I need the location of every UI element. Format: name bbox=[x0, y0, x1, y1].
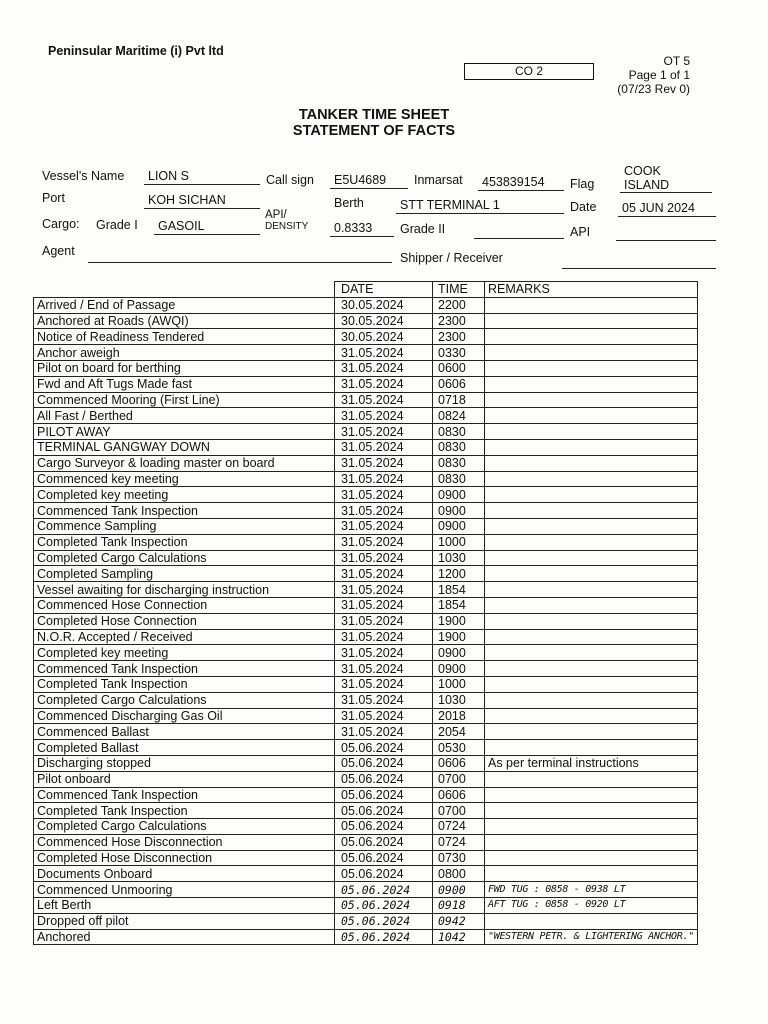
row-date: 05.06.2024 bbox=[335, 740, 433, 756]
row-remarks bbox=[485, 613, 698, 629]
date: 05 JUN 2024 bbox=[618, 201, 716, 217]
api-density-label bbox=[265, 210, 308, 232]
row-date: 31.05.2024 bbox=[335, 550, 433, 566]
row-time: 0606 bbox=[433, 376, 485, 392]
row-remarks bbox=[485, 345, 698, 361]
row-time: 0918 bbox=[433, 898, 485, 914]
row-time: 0724 bbox=[433, 834, 485, 850]
table-row bbox=[34, 582, 698, 598]
density: 0.8333 bbox=[330, 221, 394, 237]
row-event: Commenced Tank Inspection bbox=[34, 787, 335, 803]
row-date: 31.05.2024 bbox=[335, 534, 433, 550]
table-row bbox=[34, 882, 698, 898]
row-remarks bbox=[485, 518, 698, 534]
row-remarks bbox=[485, 850, 698, 866]
row-event: Cargo Surveyor & loading master on board bbox=[34, 455, 335, 471]
table-row bbox=[34, 534, 698, 550]
row-remarks bbox=[485, 819, 698, 835]
row-date: 31.05.2024 bbox=[335, 424, 433, 440]
table-row bbox=[34, 866, 698, 882]
row-remarks bbox=[485, 566, 698, 582]
header-event bbox=[34, 282, 335, 298]
row-date: 30.05.2024 bbox=[335, 297, 433, 313]
row-time: 0330 bbox=[433, 345, 485, 361]
table-row bbox=[34, 913, 698, 929]
row-event: Commenced Tank Inspection bbox=[34, 503, 335, 519]
row-event: Commence Sampling bbox=[34, 518, 335, 534]
api-label-top: API/ bbox=[265, 209, 287, 221]
row-remarks bbox=[485, 834, 698, 850]
row-event: Left Berth bbox=[34, 898, 335, 914]
row-remarks bbox=[485, 740, 698, 756]
header-time: TIME bbox=[433, 282, 485, 298]
row-event: Discharging stopped bbox=[34, 755, 335, 771]
table-row bbox=[34, 566, 698, 582]
table-row bbox=[34, 408, 698, 424]
table-row bbox=[34, 503, 698, 519]
row-event: Completed Sampling bbox=[34, 566, 335, 582]
table-row bbox=[34, 787, 698, 803]
row-remarks bbox=[485, 866, 698, 882]
row-date: 05.06.2024 bbox=[335, 803, 433, 819]
table-row bbox=[34, 771, 698, 787]
table-row bbox=[34, 455, 698, 471]
row-event: Pilot onboard bbox=[34, 771, 335, 787]
row-date: 31.05.2024 bbox=[335, 518, 433, 534]
row-remarks bbox=[485, 913, 698, 929]
table-row bbox=[34, 803, 698, 819]
row-time: 1854 bbox=[433, 597, 485, 613]
code-box: CO 2 bbox=[464, 63, 594, 80]
row-time: 0830 bbox=[433, 424, 485, 440]
row-date: 31.05.2024 bbox=[335, 676, 433, 692]
row-time: 0606 bbox=[433, 787, 485, 803]
row-event: Vessel awaiting for discharging instruction bbox=[34, 582, 335, 598]
row-remarks: As per terminal instructions bbox=[485, 755, 698, 771]
inmarsat: 453839154 bbox=[478, 175, 564, 191]
row-date: 05.06.2024 bbox=[335, 819, 433, 835]
row-date: 31.05.2024 bbox=[335, 582, 433, 598]
row-time: 1900 bbox=[433, 613, 485, 629]
row-event: Commenced key meeting bbox=[34, 471, 335, 487]
row-time: 0824 bbox=[433, 408, 485, 424]
row-event: Commenced Discharging Gas Oil bbox=[34, 708, 335, 724]
row-date: 31.05.2024 bbox=[335, 345, 433, 361]
title-line-2: STATEMENT OF FACTS bbox=[292, 123, 456, 139]
row-time: 1900 bbox=[433, 629, 485, 645]
row-time: 0700 bbox=[433, 803, 485, 819]
row-time: 1200 bbox=[433, 566, 485, 582]
row-remarks bbox=[485, 803, 698, 819]
berth-label: Berth bbox=[334, 196, 364, 210]
form-info bbox=[617, 54, 690, 96]
table-row bbox=[34, 487, 698, 503]
table-row bbox=[34, 392, 698, 408]
row-date: 05.06.2024 bbox=[335, 913, 433, 929]
agent-label: Agent bbox=[42, 244, 75, 258]
row-remarks bbox=[485, 661, 698, 677]
row-date: 31.05.2024 bbox=[335, 471, 433, 487]
row-time: 2300 bbox=[433, 329, 485, 345]
row-event: Fwd and Aft Tugs Made fast bbox=[34, 376, 335, 392]
table-row bbox=[34, 550, 698, 566]
row-remarks bbox=[485, 724, 698, 740]
table-row bbox=[34, 676, 698, 692]
row-date: 05.06.2024 bbox=[335, 866, 433, 882]
row-event: Commenced Hose Connection bbox=[34, 597, 335, 613]
table-header bbox=[34, 282, 698, 298]
revision: (07/23 Rev 0) bbox=[617, 82, 690, 96]
row-remarks bbox=[485, 503, 698, 519]
callsign-label: Call sign bbox=[266, 173, 314, 187]
row-date: 31.05.2024 bbox=[335, 392, 433, 408]
table-row bbox=[34, 360, 698, 376]
row-remarks bbox=[485, 313, 698, 329]
table-row bbox=[34, 929, 698, 945]
row-remarks: "WESTERN PETR. & LIGHTERING ANCHOR." bbox=[485, 929, 698, 945]
row-remarks bbox=[485, 297, 698, 313]
row-date: 05.06.2024 bbox=[335, 850, 433, 866]
row-remarks bbox=[485, 645, 698, 661]
row-time: 1042 bbox=[433, 929, 485, 945]
row-date: 05.06.2024 bbox=[335, 771, 433, 787]
row-remarks bbox=[485, 771, 698, 787]
row-remarks bbox=[485, 629, 698, 645]
api-label: API bbox=[570, 225, 591, 239]
row-date: 31.05.2024 bbox=[335, 661, 433, 677]
row-date: 05.06.2024 bbox=[335, 834, 433, 850]
table-row bbox=[34, 439, 698, 455]
row-remarks bbox=[485, 424, 698, 440]
row-event: Anchored bbox=[34, 929, 335, 945]
row-time: 0530 bbox=[433, 740, 485, 756]
table-row bbox=[34, 424, 698, 440]
row-time: 1030 bbox=[433, 550, 485, 566]
row-event: Pilot on board for berthing bbox=[34, 360, 335, 376]
row-date: 31.05.2024 bbox=[335, 629, 433, 645]
row-event: Documents Onboard bbox=[34, 866, 335, 882]
row-time: 0830 bbox=[433, 471, 485, 487]
row-date: 05.06.2024 bbox=[335, 929, 433, 945]
berth: STT TERMINAL 1 bbox=[396, 198, 564, 214]
row-event: Completed Tank Inspection bbox=[34, 803, 335, 819]
row-time: 0942 bbox=[433, 913, 485, 929]
row-remarks bbox=[485, 392, 698, 408]
vessel-label: Vessel's Name bbox=[42, 169, 125, 183]
row-event: Completed Tank Inspection bbox=[34, 534, 335, 550]
vessel-name: LION S bbox=[144, 169, 260, 185]
row-date: 31.05.2024 bbox=[335, 566, 433, 582]
row-date: 31.05.2024 bbox=[335, 360, 433, 376]
row-remarks bbox=[485, 787, 698, 803]
row-date: 05.06.2024 bbox=[335, 882, 433, 898]
table-row bbox=[34, 834, 698, 850]
table-row bbox=[34, 661, 698, 677]
row-time: 0724 bbox=[433, 819, 485, 835]
row-event: Arrived / End of Passage bbox=[34, 297, 335, 313]
row-remarks bbox=[485, 708, 698, 724]
row-remarks bbox=[485, 471, 698, 487]
flag-value bbox=[620, 164, 712, 193]
density-label: DENSITY bbox=[265, 221, 309, 232]
row-remarks bbox=[485, 487, 698, 503]
row-event: Anchored at Roads (AWQI) bbox=[34, 313, 335, 329]
row-event: Completed Cargo Calculations bbox=[34, 819, 335, 835]
row-date: 30.05.2024 bbox=[335, 313, 433, 329]
row-date: 31.05.2024 bbox=[335, 487, 433, 503]
row-remarks bbox=[485, 582, 698, 598]
row-date: 31.05.2024 bbox=[335, 645, 433, 661]
table-row bbox=[34, 740, 698, 756]
table-row bbox=[34, 597, 698, 613]
row-date: 05.06.2024 bbox=[335, 755, 433, 771]
cargo-label: Cargo: bbox=[42, 217, 80, 231]
facts-table bbox=[33, 281, 698, 945]
row-event: Anchor aweigh bbox=[34, 345, 335, 361]
table-row bbox=[34, 345, 698, 361]
table-row bbox=[34, 898, 698, 914]
row-event: Completed Hose Connection bbox=[34, 613, 335, 629]
grade1-label: Grade I bbox=[96, 218, 138, 232]
row-remarks bbox=[485, 408, 698, 424]
row-remarks bbox=[485, 534, 698, 550]
row-date: 31.05.2024 bbox=[335, 724, 433, 740]
row-date: 30.05.2024 bbox=[335, 329, 433, 345]
row-event: Completed Cargo Calculations bbox=[34, 692, 335, 708]
row-remarks bbox=[485, 455, 698, 471]
row-event: Completed key meeting bbox=[34, 645, 335, 661]
port: KOH SICHAN bbox=[144, 193, 260, 209]
form-code: OT 5 bbox=[663, 54, 690, 68]
row-time: 1030 bbox=[433, 692, 485, 708]
table-row bbox=[34, 518, 698, 534]
row-event: Commenced Tank Inspection bbox=[34, 661, 335, 677]
row-event: N.O.R. Accepted / Received bbox=[34, 629, 335, 645]
row-event: Completed Cargo Calculations bbox=[34, 550, 335, 566]
grade2-label: Grade II bbox=[400, 222, 446, 236]
row-time: 1854 bbox=[433, 582, 485, 598]
table-row bbox=[34, 724, 698, 740]
company-name: Peninsular Maritime (i) Pvt ltd bbox=[48, 44, 224, 58]
table-row bbox=[34, 471, 698, 487]
row-time: 0800 bbox=[433, 866, 485, 882]
table-row bbox=[34, 313, 698, 329]
row-event: Completed Hose Disconnection bbox=[34, 850, 335, 866]
row-event: Completed Ballast bbox=[34, 740, 335, 756]
date-label: Date bbox=[570, 200, 597, 214]
row-remarks: AFT TUG : 0858 - 0920 LT bbox=[485, 898, 698, 914]
row-remarks bbox=[485, 376, 698, 392]
row-time: 2200 bbox=[433, 297, 485, 313]
table-row bbox=[34, 692, 698, 708]
table-row bbox=[34, 376, 698, 392]
row-time: 2018 bbox=[433, 708, 485, 724]
row-event: PILOT AWAY bbox=[34, 424, 335, 440]
row-date: 05.06.2024 bbox=[335, 787, 433, 803]
row-event: All Fast / Berthed bbox=[34, 408, 335, 424]
row-time: 1000 bbox=[433, 676, 485, 692]
row-date: 31.05.2024 bbox=[335, 708, 433, 724]
row-time: 0606 bbox=[433, 755, 485, 771]
row-date: 05.06.2024 bbox=[335, 898, 433, 914]
flag-label: Flag bbox=[570, 177, 595, 191]
row-date: 31.05.2024 bbox=[335, 503, 433, 519]
table-row bbox=[34, 708, 698, 724]
row-event: Dropped off pilot bbox=[34, 913, 335, 929]
title-line-1: TANKER TIME SHEET bbox=[298, 107, 450, 123]
page-title bbox=[0, 107, 748, 139]
row-date: 31.05.2024 bbox=[335, 408, 433, 424]
row-time: 0900 bbox=[433, 487, 485, 503]
table-row bbox=[34, 629, 698, 645]
table-row bbox=[34, 819, 698, 835]
shipper-value bbox=[562, 253, 716, 269]
row-time: 2054 bbox=[433, 724, 485, 740]
shipper-label: Shipper / Receiver bbox=[400, 251, 503, 265]
table-row bbox=[34, 329, 698, 345]
row-time: 0900 bbox=[433, 645, 485, 661]
row-date: 31.05.2024 bbox=[335, 597, 433, 613]
callsign: E5U4689 bbox=[330, 173, 408, 189]
table-row bbox=[34, 645, 698, 661]
header-date: DATE bbox=[335, 282, 433, 298]
row-time: 0830 bbox=[433, 455, 485, 471]
row-time: 1000 bbox=[433, 534, 485, 550]
row-remarks bbox=[485, 439, 698, 455]
flag-line-2: ISLAND bbox=[624, 178, 670, 192]
row-event: Commenced Unmooring bbox=[34, 882, 335, 898]
row-time: 0718 bbox=[433, 392, 485, 408]
row-remarks: FWD TUG : 0858 - 0938 LT bbox=[485, 882, 698, 898]
row-date: 31.05.2024 bbox=[335, 376, 433, 392]
page-number: Page 1 of 1 bbox=[628, 68, 690, 82]
row-date: 31.05.2024 bbox=[335, 455, 433, 471]
row-remarks bbox=[485, 597, 698, 613]
row-remarks bbox=[485, 360, 698, 376]
row-event: Completed key meeting bbox=[34, 487, 335, 503]
row-event: Notice of Readiness Tendered bbox=[34, 329, 335, 345]
inmarsat-label: Inmarsat bbox=[414, 173, 463, 187]
row-event: TERMINAL GANGWAY DOWN bbox=[34, 439, 335, 455]
table-row bbox=[34, 613, 698, 629]
table-row bbox=[34, 297, 698, 313]
table-row bbox=[34, 755, 698, 771]
row-date: 31.05.2024 bbox=[335, 613, 433, 629]
row-time: 0730 bbox=[433, 850, 485, 866]
row-date: 31.05.2024 bbox=[335, 692, 433, 708]
row-time: 0900 bbox=[433, 661, 485, 677]
agent-value bbox=[88, 247, 392, 263]
row-remarks bbox=[485, 550, 698, 566]
row-time: 0900 bbox=[433, 882, 485, 898]
table-row bbox=[34, 850, 698, 866]
row-time: 0700 bbox=[433, 771, 485, 787]
header-remarks: REMARKS bbox=[485, 282, 698, 298]
grade2 bbox=[474, 223, 564, 239]
flag-line-1: COOK bbox=[624, 164, 661, 178]
row-time: 0900 bbox=[433, 503, 485, 519]
row-time: 0830 bbox=[433, 439, 485, 455]
row-event: Commenced Ballast bbox=[34, 724, 335, 740]
row-remarks bbox=[485, 676, 698, 692]
row-event: Commenced Hose Disconnection bbox=[34, 834, 335, 850]
grade1: GASOIL bbox=[154, 219, 260, 235]
row-event: Completed Tank Inspection bbox=[34, 676, 335, 692]
row-remarks bbox=[485, 329, 698, 345]
row-time: 2300 bbox=[433, 313, 485, 329]
row-time: 0900 bbox=[433, 518, 485, 534]
row-remarks bbox=[485, 692, 698, 708]
port-label: Port bbox=[42, 191, 65, 205]
api-value bbox=[616, 225, 716, 241]
row-time: 0600 bbox=[433, 360, 485, 376]
row-event: Commenced Mooring (First Line) bbox=[34, 392, 335, 408]
row-date: 31.05.2024 bbox=[335, 439, 433, 455]
